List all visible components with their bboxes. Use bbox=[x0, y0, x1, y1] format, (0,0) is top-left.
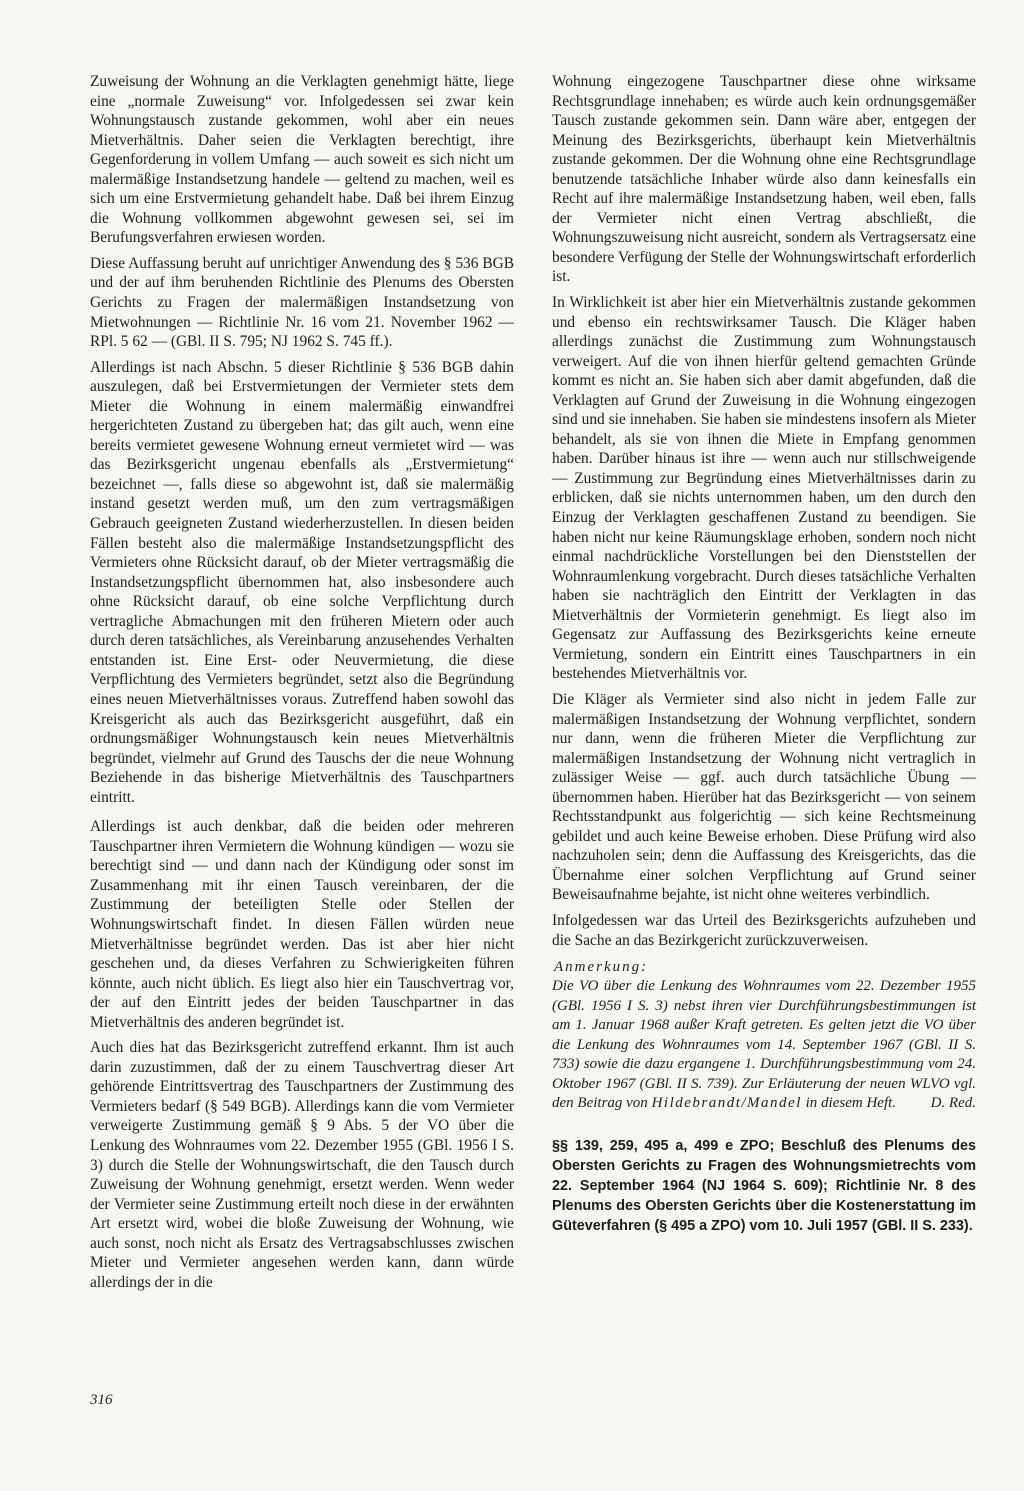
paragraph: Infolgedessen war das Urteil des Bezirksgerichts aufzuheben und die Sache an das Bezirkgericht zurückzuverweisen. bbox=[552, 911, 976, 949]
paragraph: Diese Auffassung beruht auf unrichtiger Anwendung des § 536 BGB und der auf ihm beruhenden Richtlinie des Plenums des Obersten Gerichts zu Fragen der malermäßigen Instandsetzung von Mietwohnungen — Richtlinie Nr. 16 vom 21. November 1962 — RPl. 5 62 — (GBl. II S. 795; NJ 1962 S. 745 ff.). bbox=[90, 254, 514, 351]
left-column bbox=[90, 72, 514, 1298]
editorial-signature: D. Red. bbox=[930, 1095, 976, 1112]
anmerkung-authors: Hildebrandt/Mandel bbox=[651, 1095, 802, 1112]
paragraph: Auch dies hat das Bezirksgericht zutreffend erkannt. Ihm ist auch darin zuzustimmen, daß der zu einem Tauschvertrag dieser Art gehörende Eintrittsvertrag des Tauschpartners der Zustimmung des Vermieters bedarf (§ 549 BGB). Allerdings kann die vom Vermieter verweigerte Zustimmung gemäß § 9 Abs. 5 der VO über die Lenkung des Wohnraumes vom 22. Dezember 1955 (GBl. 1956 I S. 3) durch die Stelle der Wohnungswirtschaft, die den Tausch durch Zuweisung der Wohnung genehmigt, ersetzt werden. Wenn weder der Vermieter seine Zustimmung erteilt noch diese in der erwähnten Art ersetzt wird, wobei die bloße Zuweisung der Wohnung, wie auch sonst, noch nicht als Ersatz des Vertragsabschlusses zwischen Mieter und Vermieter angesehen werden kann, dann würde allerdings der in die bbox=[90, 1039, 514, 1291]
paragraph: Wohnung eingezogene Tauschpartner diese ohne wirksame Rechtsgrundlage innehaben; es würde auch kein ordnungsgemäßer Tausch zustande gekommen sein. Dann wäre aber, entgegen der Meinung des Bezirksgerichts, überhaupt kein Mietverhältnis zustande gekommen. Der die Wohnung ohne eine Rechtsgrundlage benutzende tatsächliche Inhaber würde also dann keinesfalls ein Recht auf ihre malermäßige Instandsetzung haben, weil eben, falls der Vermieter nicht einen Vertrag abschließt, die Wohnungszuweisung nicht ausreicht, sondern als Vertragsersatz eine besondere Verfügung der Stelle der Wohnungswirtschaft erforderlich ist. bbox=[552, 73, 976, 286]
paragraph: Allerdings ist nach Abschn. 5 dieser Richtlinie § 536 BGB dahin auszulegen, daß bei Erstvermietungen der Vermieter stets dem Mieter die Wohnung in einem malermäßig einwandfrei hergerichteten Zustand zu übergeben hat; das gilt auch, wenn eine bereits vermietet gewesene Wohnung erneut vermietet wird — was das Bezirksgericht ungenau ebenfalls als „Erstvermietung“ bezeichnet —, falls diese so abgewohnt ist, daß sie malermäßig instand gesetzt werden muß, um den zum vertragsmäßigen Gebrauch geeigneten Zustand wiederherzustellen. In diesen beiden Fällen besteht also die malermäßige Instandsetzungspflicht des Vermieters ohne Rücksicht darauf, ob der Mieter vertragsmäßig die Instandsetzungspflicht übernommen hat, also insbesondere auch ohne Rücksicht darauf, ob eine solche Verpflichtung durch vertragliche Abmachungen mit den früheren Mietern oder auch durch deren tatsächliches, als Vereinbarung anzusehendes Verhalten entstanden ist. Eine Erst- oder Neuvermietung, die diese Verpflichtung des Vermieters begründet, setzt also die Begründung eines neuen Mietverhältnisses voraus. Zutreffend haben sowohl das Kreisgericht als auch das Bezirksgericht ausgeführt, daß ein ordnungsmäßiger Wohnungstausch kein neues Mietverhältnis begründet, vielmehr auf Grund des Tauschs der die neue Wohnung Beziehende in das bisherige Mietverhältnis des Tauschpartners eintritt. bbox=[90, 358, 514, 806]
paragraph: Die Kläger als Vermieter sind also nicht in jedem Falle zur malermäßigen Instandsetzung der Wohnung verpflichtet, sondern nur dann, wenn die früheren Mieter die Verpflichtung zur malermäßigen Instandsetzung der Wohnung nicht vertraglich in zulässiger Weise — ggf. auch durch tatsächliche Übung — übernommen haben. Hierüber hat das Bezirksgericht — von seinem Rechtsstandpunkt aus folgerichtig — sich keine Rechtsmeinung gebildet und auch keine Beweise erhoben. Diese Prüfung wird also nachzuholen sein; denn die Auffassung des Kreisgerichts, das die Übernahme einer solchen Verpflichtung auf Grund seiner Beweisaufnahme bejahte, ist nicht ohne weiteres verbindlich. bbox=[552, 690, 976, 904]
anmerkung-body: Die VO über die Lenkung des Wohnraumes vom 22. Dezember 1955 (GBl. 1956 I S. 3) nebst ihren vier Durchführungsbestimmungen ist am 1. Januar 1968 außer Kraft getreten. Es gelten jetzt die VO über die Lenkung des Wohnraumes vom 14. September 1967 (GBl. II S. 733) sowie die dazu ergangene 1. Durchführungsbestimmung vom 24. Oktober 1967 (GBl. II S. 739). Zur Erläuterung der neuen WLVO vgl. den Beitrag von bbox=[552, 978, 976, 1112]
anmerkung-heading: Anmerkung: bbox=[554, 959, 649, 976]
paragraph: In Wirklichkeit ist aber hier ein Mietverhältnis zustande gekommen und ebenso ein rechtswirksamer Tausch. Die Kläger haben allerdings zunächst die Zustimmung zum Wohnungstausch verweigert. Auf die von ihnen hierfür geltend gemachten Gründe kommt es nicht an. Sie haben sich aber damit abgefunden, daß die Verklagten auf Grund der Zuweisung in die Wohnung eingezogen sind und sie innehaben. Sie haben sie mindestens insofern als Mieter behandelt, als sie von ihnen die Miete in Empfang genommen haben. Darüber hinaus ist ihre — wenn auch nur stillschweigende — Zustimmung zur Begründung eines Mietverhältnisses darin zu erblicken, daß sie nichts unternommen haben, um den durch den Einzug der Verklagten geschaffenen Zustand zu beendigen. Sie haben nicht nur keine Räumungsklage erhoben, sondern noch nicht einmal nachdrückliche Vorstellungen bei den Dienststellen der Wohnraumlenkung vorgebracht. Durch dieses tatsächliche Verhalten haben sie nachträglich den Eintritt der Verklagten in das Mietverhältnis der Vormieterin genehmigt. Es liegt also im Gegensatz zur Auffassung des Bezirksgerichts keine erneute Vermietung, sondern ein Eintritt eines Tauschpartners in ein bestehendes Mietverhältnis vor. bbox=[552, 294, 976, 683]
right-column bbox=[552, 72, 976, 1236]
paragraph: Allerdings ist auch denkbar, daß die beiden oder mehreren Tauschpartner ihren Vermietern die Wohnung kündigen — wozu sie berechtigt sind — und dann nach der Kündigung oder sonst im Zusammenhang mit ihr einen Tausch vereinbaren, der die Zustimmung der beteiligten Stelle oder Stellen der Wohnungswirtschaft findet. In diesen Fällen würden neue Mietverhältnisse begründet werden. Das ist aber hier nicht geschehen und, da dieses Verfahren zu Schwierigkeiten führen könnte, auch nicht üblich. Es liegt also hier ein Tauschvertrag vor, der auf den Eintritt jedes der beiden Tauschpartner in das Mietverhältnis des anderen begründet ist. bbox=[90, 818, 514, 1031]
paragraph: Zuweisung der Wohnung an die Verklagten genehmigt hätte, liege eine „normale Zuweisung“ vor. Infolgedessen sei zwar kein Wohnungstausch zustande gekommen, wohl aber ein neues Mietverhältnis. Daher seien die Verklagten berechtigt, ihre Gegenforderung in vollem Umfang — auch soweit es sich nicht um malermäßige Instandsetzung handele — geltend zu machen, weil es sich um eine Erstvermietung gehandelt habe. Daß bei ihrem Einzug die Wohnung vollkommen abgewohnt gewesen sei, sei im Berufungsverfahren erwiesen worden. bbox=[90, 73, 514, 247]
case-headnote: §§ 139, 259, 495 a, 499 e ZPO; Beschluß des Plenums des Obersten Gerichts zu Fragen des Wohnungsmietrechts vom 22. September 1964 (NJ 1964 S. 609); Richtlinie Nr. 8 des Plenums des Obersten Gerichts über die Kostenerstattung im Güteverfahren (§ 495 a ZPO) vom 10. Juli 1957 (GBl. II S. 233). bbox=[552, 1137, 976, 1234]
anmerkung-tail: in diesem Heft. bbox=[805, 1095, 897, 1112]
page-number: 316 bbox=[90, 1392, 113, 1408]
anmerkung-text bbox=[552, 977, 976, 1114]
